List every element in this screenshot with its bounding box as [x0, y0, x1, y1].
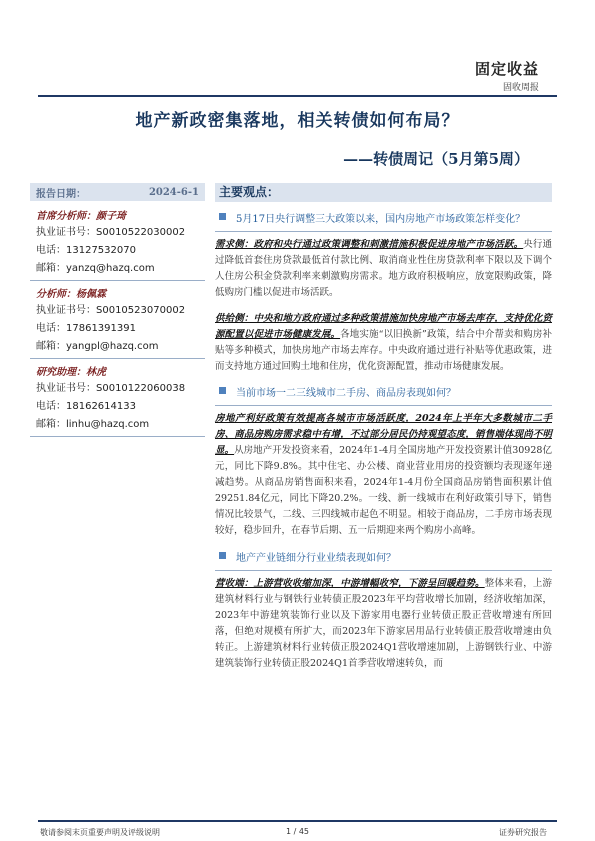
analyst-name: 首席分析师：颜子琦	[36, 211, 126, 222]
square-bullet-icon	[219, 552, 226, 559]
sidebar-divider	[30, 436, 205, 437]
report-date-bar	[30, 183, 205, 201]
question-divider	[215, 405, 552, 406]
body-paragraph: 房地产利好政策有效提高各城市市场活跃度，2024年上半年大多数城市二手房、商品房购房需求稳中有增，不过部分居民仍持观望态度，销售端体现尚不明显。从房地产开发投资来看，2024年1-4月全国房地产开发投资累计值30928亿元，同比下降9.8%。其中住宅、办公楼、商业营业用房的投资额均表现逐年递减趋势。从商品房销售面积来看，2024年1-4月份全国商品房销售面积累计值29251.84亿元，同比下降20.2%。一线、新一线城市在利好政策引导下，销售情况比较景气，二线、三四线城市起色不明显。相较于商品房，二手房市场表现较好，稳步回升，在春节后期、五一后期迎来两个购房小高峰。	[215, 413, 552, 536]
analyst-phone: 电话：13127532070	[36, 245, 136, 256]
header-divider	[38, 95, 557, 97]
analyst-email[interactable]: 邮箱：yangpl@hazq.com	[36, 341, 159, 352]
analyst-name: 研究助理：林虎	[36, 367, 106, 378]
square-bullet-icon	[219, 213, 226, 220]
question-heading: 当前市场一二三线城市二手房、商品房表现如何？	[215, 384, 552, 399]
page-number: 1 / 45	[285, 827, 310, 836]
sidebar-divider	[30, 280, 205, 281]
main-content	[215, 183, 552, 681]
analyst-sidebar	[30, 183, 205, 439]
footer-divider	[38, 820, 557, 822]
analyst-name: 分析师：杨佩霖	[36, 289, 106, 300]
body-paragraph: 供给侧：中央和地方政府通过多种政策措施加快房地产市场去库存，支持优化资源配置以促进市场健康发展。各地实施“以旧换新”政策，结合中介帮卖和购房补贴等多种模式，加快房地产市场去库存。中央政府通过进行补贴等优惠政策，进而支持地方通过回购土地和住房，优化资源配置，推动市场健康发展。	[215, 312, 552, 372]
question-heading: 5月17日央行调整三大政策以来，国内房地产市场政策怎样变化？	[215, 210, 552, 225]
analyst-cert: 执业证书号：S0010122060038	[36, 383, 186, 394]
report-date-label: 报告日期：	[36, 188, 86, 200]
report-date-value: 2024-6-1	[148, 186, 199, 198]
report-category: 固定收益	[474, 60, 539, 78]
page-subtitle: ——转债周记（5月第5周）	[343, 150, 529, 168]
footer-disclaimer[interactable]: 敬请参阅末页重要声明及评级说明	[40, 828, 160, 837]
report-subcategory: 固收周报	[502, 83, 539, 93]
analyst-email[interactable]: 邮箱：yanzq@hazq.com	[36, 263, 155, 274]
analyst-cert: 执业证书号：S0010523070002	[36, 305, 186, 316]
body-paragraph: 营收端：上游营收收缩加深，中游增幅收窄，下游呈回暖趋势。整体来看，上游建筑材料行业与钢铁行业转债正股2023年平均营收增长加剧，经济收缩加深，2023年中游建筑装饰行业以及下游家用电器行业转债正股正营收增速有所回落，但绝对规模有所扩大，而2023年下游家居用品行业转债正股营收增速由负转正。上游建筑材料行业转债正股2024Q1营收增速加剧，上游钢铁行业、中游建筑装饰行业转债正股2024Q1首季营收增速转负，而	[215, 577, 552, 669]
analyst-phone: 电话：17861391391	[36, 323, 136, 334]
square-bullet-icon	[219, 387, 226, 394]
sidebar-divider	[30, 358, 205, 359]
page-title: 地产新政密集落地，相关转债如何布局？	[135, 111, 460, 131]
report-type: 证券研究报告	[499, 828, 547, 837]
analyst-cert: 执业证书号：S0010522030002	[36, 227, 186, 238]
analyst-email[interactable]: 邮箱：linhu@hazq.com	[36, 419, 150, 430]
question-heading: 地产产业链细分行业业绩表现如何？	[215, 549, 552, 564]
section-title: 主要观点：	[215, 183, 552, 202]
question-divider	[215, 570, 552, 571]
analyst-phone: 电话：18162614133	[36, 401, 136, 412]
body-paragraph: 需求侧：政府和央行通过政策调整和刺激措施积极促进房地产市场活跃。央行通过降低首套住房贷款最低首付款比例、取消商业性住房贷款利率下限以及下调个人住房公积金贷款利率来刺激购房需求。地方政府积极响应，放宽限购政策，降低购房门槛以促进市场活跃。	[215, 239, 552, 298]
question-divider	[215, 231, 552, 232]
